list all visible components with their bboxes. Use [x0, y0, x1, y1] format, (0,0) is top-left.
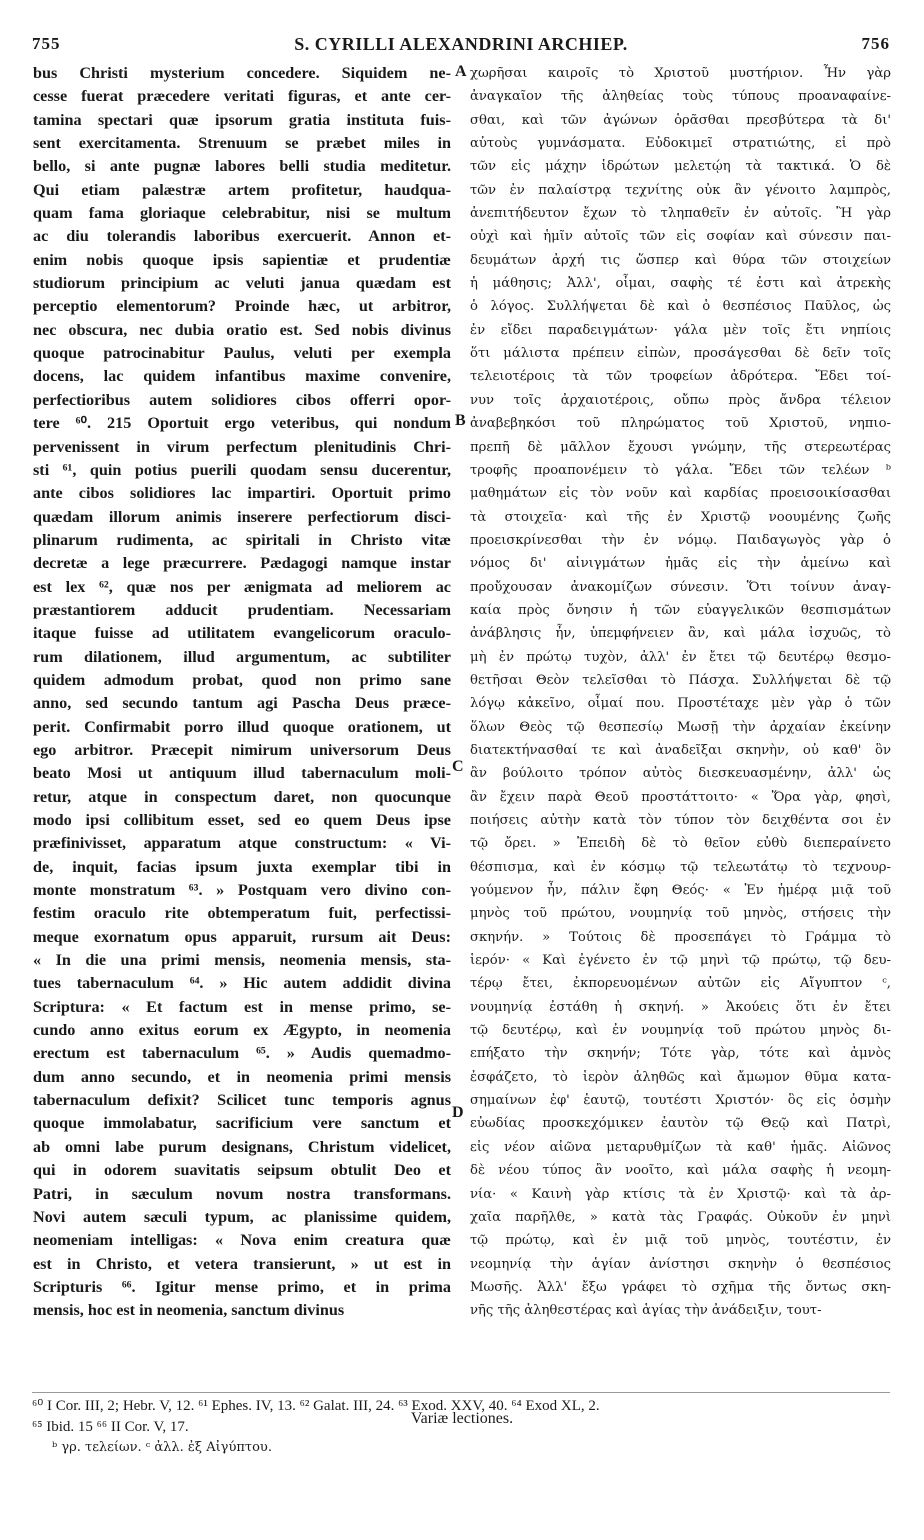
latin-text-line: perceptio elementorum? Proinde hæc, ut arbitror, [33, 297, 451, 316]
latin-text-line: Patri, in sæculum novum nostra transformans. [33, 1184, 451, 1203]
greek-text-line: μαθημάτων εἰς τὸν νοῦν καὶ καρδίας προεισοικίσασθαι [470, 486, 891, 502]
latin-text-line: ab omni labe purum designans, Christum videlicet, [33, 1137, 451, 1156]
greek-text-line: επήξατο τὴν σκηνήν; Τότε γὰρ, τότε καὶ ἀμνὸς [470, 1046, 891, 1062]
greek-text-line: τὰ στοιχεῖα· καὶ τῆς ἐν Χριστῷ νοουμένης ζωῆς [470, 509, 891, 525]
latin-text-line: festim oraculo rite obtemperatum fuit, perfectissi- [33, 904, 451, 923]
latin-text-line: bus Christi mysterium concedere. Siquidem ne- [33, 64, 451, 82]
greek-text-line: τροφῆς προαπονέμειν τὸ γάλα. Ἔδει τῶν τελέων ᵇ [470, 462, 891, 478]
greek-text-line: τέρῳ ἔτει, ἐκπορευομένων αὐτῶν εἰς Αἴγυπτον ᶜ, [470, 976, 891, 992]
greek-text-line: δὲ νέου τύπος ἂν νοοῖτο, καὶ μάλα σαφὴς ἡ νεομη- [470, 1163, 891, 1179]
greek-text-line: εὐωδίας προσκεχόμικεν ἑαυτὸν τῷ Θεῷ καὶ Πατρὶ, [470, 1116, 891, 1132]
latin-text-line: quoque patrocinabitur Paulus, veluti per exempla [33, 344, 451, 363]
latin-text-line: neomeniam intelligas: « Nova enim creatura quæ [33, 1231, 451, 1250]
latin-text-line: perfectioribus autem solidiores cibos offerri opor- [33, 390, 451, 409]
greek-text-line: μηνὸς τοῦ πρώτου, νουμηνίᾳ τοῦ μηνὸς, στήσεις τὴν [470, 906, 891, 922]
latin-text-line: præstantiorem adducit prudentiam. Necessariam [33, 600, 451, 619]
latin-text-line: modo ipsi collibitum esset, sed eo quem Deus ipse [33, 811, 451, 829]
latin-text-line: dum anno secundo, et in neomenia primi mensis [33, 1067, 451, 1086]
footnote-line: ⁶⁵ Ibid. 15 ⁶⁶ II Cor. V, 17. [32, 1419, 189, 1435]
latin-text-line: sent exercitamenta. Strenuum se præbet miles in [33, 134, 451, 153]
latin-text-line: docens, lac quidem infantibus maxime convenire, [33, 367, 451, 386]
latin-text-line: perit. Confirmabit porro illud quoque orationem, ut [33, 717, 451, 736]
latin-text-line: ante cibos solidiores lac impartiri. Oportuit primo [33, 484, 451, 503]
latin-text-line: rum dilationem, illud argumentum, ac subtiliter [33, 647, 451, 666]
greek-text-line: προὔχουσαν ἀνακομίζων σύνεσιν. Ὅτι τοίνυν ἀναγ- [470, 579, 891, 595]
greek-text-line: δευμάτων ἀρχή τις ὥσπερ καὶ θύρα τῶν στοιχείων [470, 252, 891, 268]
latin-text-line: itaque fuisse ad utilitatem evangelicorum oraculo- [33, 624, 451, 643]
greek-text-line: λόγῳ κἀκεῖνο, οἶμαί που. Προστέταχε μὲν γὰρ ὁ τῶν [470, 696, 891, 712]
greek-text-line: ἂν βούλοιτο τρόπον αὐτὸς διεσκευασμένην, ἀλλ' ὡς [470, 766, 891, 782]
margin-marker-b: B [455, 412, 466, 429]
latin-text-line: cundo anno exitus eorum ex Ægypto, in neomenia [33, 1021, 451, 1040]
greek-text-line: ἀνεπιτήδευτον ἔχων τὸ τληπαθεῖν ἐν αὐτοῖς. Ἢ γὰρ [470, 206, 891, 222]
latin-text-line: Scriptura: « Et factum est in mense primo, se- [33, 997, 451, 1016]
latin-text-line: studiorum principium ac veluti janua quædam est [33, 274, 451, 293]
greek-text-line: ἀνάβλησις ἦν, ὑπεμφήνειεν ἂν, καὶ μάλα ἰσχυῶς, τὸ [470, 626, 891, 642]
latin-text-line: monte monstratum ⁶³. » Postquam vero divino con- [33, 881, 451, 900]
margin-marker-a: A [455, 63, 467, 80]
greek-text-line: νεομηνίᾳ τὴν ἁγίαν ἀνίστησι σκηνὴν ὁ θεσπέσιος [470, 1256, 891, 1272]
greek-text-line: ὁ λόγος. Συλλήψεται δὲ καὶ ὁ θεσπέσιος Παῦλος, ὡς [470, 299, 891, 315]
latin-text-line: meque exornatum opus apparuit, rursum ait Deus: [33, 927, 451, 946]
greek-text-line: ὅλων Θεὸς τῷ θεσπεσίῳ Μωσῇ τὴν ἀρχαίαν ἐκείνην [470, 719, 891, 735]
latin-text-line: tere ⁶⁰. 215 Oportuit ergo veteribus, qui nondum [33, 414, 451, 433]
latin-text-line: retur, atque in conspectum daret, non quocunque [33, 787, 451, 806]
greek-text-line: νουμηνίᾳ ἐστάθη ἡ σκηνή. » Ἀκούεις ὅτι ἐν ἔτει [470, 999, 891, 1015]
greek-text-line: πρεπῆ δὲ μᾶλλον ἔχουσι γνώμην, τῆς στερεωτέρας [470, 439, 891, 455]
greek-text-line: ἱερόν· « Καὶ ἐγένετο ἐν τῷ μηνὶ τῷ πρώτῳ, τῷ δευ- [470, 953, 891, 969]
greek-text-line: ποιήσεις αὐτὴν κατὰ τὸν τύπον τὸν δειχθέντα σοι ἐν [470, 813, 891, 828]
page-number-left: 755 [32, 34, 61, 53]
greek-text-line: Μωσῆς. Ἀλλ' ἔξω γράφει τὸ σχῆμα τῆς ὄντως σκη- [470, 1279, 891, 1295]
latin-text-line: mensis, hoc est in neomenia, sanctum divinus [33, 1301, 345, 1320]
page-number-right: 756 [861, 34, 890, 53]
greek-text-line: τῶν ἐν παλαίστρᾳ τεχνίτης οὐκ ἂν γένοιτο λαμπρὸς, [470, 182, 891, 198]
greek-text-line: τῷ ὄρει. » Ἐπειδὴ δὲ τὸ θεῖον εὐθὺ διεπεραίνετο [470, 836, 891, 852]
greek-text-line: οὐχὶ καὶ ἡμῖν αὐτοῖς τῶν εἰς σοφίαν καὶ σύνεσιν παι- [470, 229, 891, 245]
greek-text-line: ἡ μάθησις; Ἀλλ', οἶμαι, σαφὴς τέ ἐστι καὶ ἀτρεκὴς [470, 276, 891, 292]
latin-text-line: quidem admodum probat, quod non primo sane [33, 670, 451, 689]
greek-text-line: χωρῆσαι καιροῖς τὸ Χριστοῦ μυστήριον. Ἦν γὰρ [470, 66, 891, 81]
margin-marker-c: C [452, 758, 464, 775]
latin-text-line: decretæ a lege præcurrere. Pædagogi namque instar [33, 554, 451, 573]
greek-text-line: αὐτοὺς γυμνάσματα. Εὐδοκιμεῖ στρατιώτης, εἰ πρὸ [470, 136, 891, 152]
greek-text-line: θετῆσαι Θεὸν τελεῖσθαι τὸ Πάσχα. Συλλήψεται δὲ τῷ [470, 672, 891, 688]
greek-text-line: ἐσφάζετο, τὸ ἱερὸν ἀληθῶς καὶ ἄμωμον θῦμα κατα- [470, 1069, 891, 1085]
latin-text-line: tamina spectari quæ ipsorum gratia instituta fuis- [33, 110, 451, 129]
greek-text-line: ἀναγκαῖον τῆς ἀληθείας τοὺς τύπους προαναφαίνε- [470, 89, 891, 105]
latin-text-line: ego arbitror. Præcepit nimirum universorum Deus [33, 740, 451, 759]
latin-text-line: bello, si ante pugnæ labores belli studia meditetur. [33, 157, 451, 176]
latin-text-line: sti ⁶¹, quin potius puerili quodam sensu ducerentur, [33, 460, 451, 479]
greek-text-line: νῆς τῆς ἀληθεστέρας καὶ ἁγίας τὴν ἀνάδειξιν, τουτ- [470, 1303, 822, 1319]
greek-text-line: χαῖα παρῆλθε, » κατὰ τὰς Γραφάς. Οὐκοῦν ἐν μηνὶ [470, 1209, 891, 1225]
latin-text-line: Scripturis ⁶⁶. Igitur mense primo, et in prima [33, 1277, 451, 1296]
latin-text-line: Novi autem sæculi typum, ac planissime quidem, [33, 1207, 451, 1226]
latin-text-line: quam fama gloriaque celebrabitur, nisi se multum [33, 204, 451, 223]
latin-text-line: cesse fuerat præcedere veritati figuras, et ante cer- [33, 87, 451, 106]
latin-text-line: plinarum rudimenta, ac spiritali in Christo vitæ [33, 530, 451, 549]
page-header [32, 34, 890, 58]
greek-text-line: τῷ δευτέρῳ, καὶ ἐν νουμηνίᾳ τοῦ πρώτου μηνὸς δι- [470, 1023, 891, 1039]
greek-text-line: ἂν ἔχειν παρὰ Θεοῦ προστάττοιτο· « Ὅρα γὰρ, φησὶ, [470, 789, 891, 805]
latin-text-line: est lex ⁶², quæ nos per ænigmata ad meliorem ac [33, 577, 451, 596]
footnote-line: ⁶⁰ I Cor. III, 2; Hebr. V, 12. ⁶¹ Ephes. IV, 13. ⁶² Galat. III, 24. ⁶³ Exod. XXV, 40. ⁶⁴ Exod XL, 2. [32, 1398, 600, 1414]
greek-text-line: τελειοτέροις τὰ τῶν τροφείων ἁδρότερα. Ἔδει τοί- [470, 369, 891, 385]
greek-text-line: νόμος δι' αἰνιγμάτων ἡμᾶς εἰς τὴν ἀμείνω καὶ [470, 556, 891, 572]
running-title: S. CYRILLI ALEXANDRINI ARCHIEP. [294, 34, 628, 54]
greek-text-line: σημαίνων ἐφ' ἑαυτῷ, τουτέστι Χριστόν· ὃς εἰς ὀσμὴν [470, 1093, 891, 1109]
greek-text-line: μὴ ἐν πρώτῳ τυχὸν, ἀλλ' ἐν ἔτει τῷ δευτέρῳ θεσμο- [470, 649, 891, 665]
latin-text-line: præfinivisset, apparatum atque constructum: « Vi- [33, 834, 451, 853]
greek-text-line: διατεκτήνασθαί τε καὶ ἀναδεῖξαι σκηνὴν, οὐ καθ' ὃν [470, 742, 891, 758]
latin-text-line: erectum est tabernaculum ⁶⁵. » Audis quemadmo- [33, 1044, 451, 1063]
variae-lectiones-title: Variæ lectiones. [410, 1410, 514, 1427]
latin-column [33, 62, 451, 1323]
greek-text-line: ἐν εἴδει παραδειγμάτων· γάλα μὲν τοῖς ἔτι νηπίοις [470, 322, 891, 338]
variae-lectiones-text: ᵇ γρ. τελείων. ᶜ ἀλλ. ἐξ Αἰγύπτου. [52, 1440, 272, 1455]
latin-text-line: beato Mosi ut antiquum illud tabernaculum moli- [33, 764, 451, 783]
greek-text-line: προεισκρίνεσθαι τὴν ἐν νόμῳ. Παιδαγωγὸς γὰρ ὁ [470, 532, 891, 548]
latin-text-line: pervenissent in virum perfectum plenitudinis Chri- [33, 437, 451, 456]
latin-text-line: nec obscura, nec dubia oratio est. Sed nobis divinus [33, 320, 451, 339]
margin-marker-d: D [452, 1104, 464, 1121]
latin-text-line: qui in odorem suavitatis seipsum obtulit Deo et [33, 1161, 451, 1180]
greek-text-line: τῷ πρώτῳ, καὶ ἐν μιᾷ τοῦ μηνὸς, τουτέστιν, ἐν [470, 1233, 891, 1249]
latin-text-line: est in Christo, et vetera transierunt, » ut est in [33, 1254, 451, 1273]
latin-text-line: de, inquit, facias ipsum juxta exemplar tibi in [33, 857, 451, 876]
greek-text-line: σθαι, καὶ τῶν ἀγώνων ὁρᾶσθαι πρεσβύτερα τὰ δι' [470, 112, 891, 128]
latin-text-line: quædam illorum animis inserere perfectiorum disci- [33, 507, 451, 526]
greek-column [470, 62, 891, 1323]
latin-text-line: « In die una primi mensis, neomenia mensis, sta- [33, 951, 451, 970]
greek-text-line: νία· « Καινὴ γὰρ κτίσις τὰ ἐν Χριστῷ· καὶ τὰ ἀρ- [470, 1186, 891, 1202]
greek-text-line: σκηνήν. » Τούτοις δὲ προσεπάγει τὸ Γράμμα τὸ [470, 929, 891, 945]
greek-text-line: γούμενον ἦν, πάλιν ἔφη Θεός· « Ἐν ἡμέρᾳ μιᾷ τοῦ [470, 883, 891, 899]
latin-text-line: anno, sed secundo tantum agi Pascha Deus præce- [33, 694, 451, 713]
greek-text-line: ἀναβεβηκόσι τοῦ πληρώματος τοῦ Χριστοῦ, νηπιο- [470, 416, 891, 432]
greek-text-line: νυν τοῖς ἀρχαιοτέροις, οὔπω πρὸς ἄνδρα τέλειον [470, 392, 891, 408]
latin-text-line: Qui etiam palæstræ artem profitetur, haudqua- [33, 180, 451, 199]
latin-text-line: ac diu tolerandis laboribus exercuerit. Annon et- [33, 227, 451, 246]
latin-text-line: tues tabernaculum ⁶⁴. » Hic autem addidit divina [33, 974, 451, 993]
greek-text-line: ὅτι μάλιστα πρέπειν εἰπὼν, προσάγεσθαι δὲ δεῖν τοῖς [470, 346, 891, 362]
greek-text-line: εἰς νέον αἰῶνα μεταρυθμίζων τὰ καθ' ἡμᾶς. Αἰῶνος [470, 1139, 891, 1155]
greek-text-line: τῶν εἰς μάχην ἱδρώτων μελετῴη τὰ τακτικά. Ὁ δὲ [470, 159, 891, 175]
latin-text-line: enim nobis quoque ipsis sapientiæ et prudentiæ [33, 250, 451, 269]
latin-text-line: tabernaculum defixit? Scilicet tunc temporis agnus [33, 1091, 451, 1110]
greek-text-line: καία πρὸς ὄνησιν ἡ τῶν εὐαγγελικῶν θεσπισμάτων [470, 602, 891, 618]
latin-text-line: quoque immolabatur, sacrificium vere sanctum et [33, 1114, 451, 1133]
greek-text-line: θέσπισμα, καὶ ἐν κόσμῳ τῷ τελεωτάτῳ τὸ τεχνουρ- [470, 859, 891, 875]
